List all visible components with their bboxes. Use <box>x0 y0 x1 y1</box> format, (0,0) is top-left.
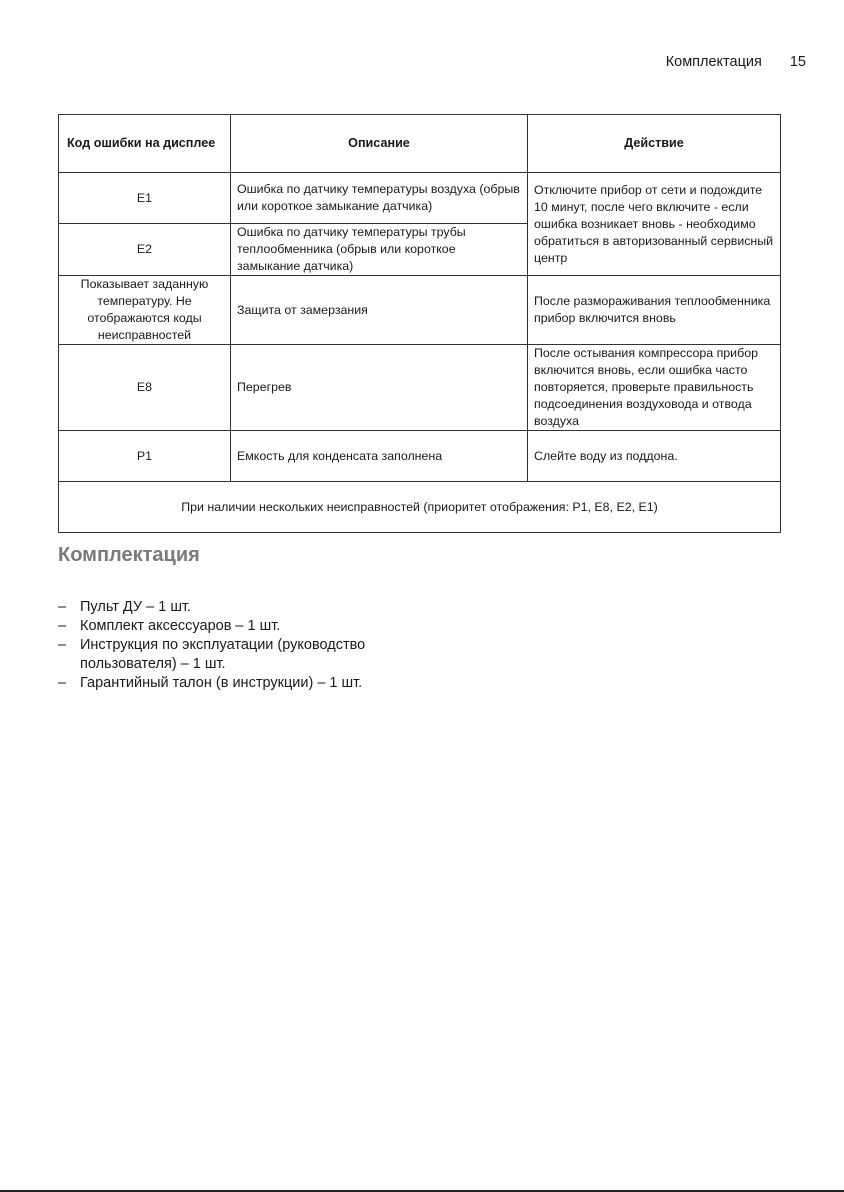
list-item <box>58 674 418 693</box>
cell-code: E1 <box>59 173 231 224</box>
kit-section-title: Комплектация <box>58 544 200 566</box>
column-header-description: Описание <box>231 115 528 173</box>
header-section-title: Комплектация <box>665 54 762 70</box>
cell-description: Перегрев <box>231 345 528 431</box>
cell-action: Отключите прибор от сети и подождите 10 минут, после чего включите - если ошибка возникает вновь - необходимо обратиться в авторизованный сервисный центр <box>528 173 781 276</box>
error-codes-table <box>58 114 781 533</box>
table-row <box>59 345 781 431</box>
cell-code: E2 <box>59 224 231 276</box>
cell-action: После размораживания теплообменника прибор включится вновь <box>528 276 781 345</box>
cell-action: Слейте воду из поддона. <box>528 431 781 482</box>
table-note-row <box>59 482 781 533</box>
table-row <box>59 173 781 224</box>
list-item-text: Пульт ДУ – 1 шт. <box>80 599 192 615</box>
table-note: При наличии нескольких неисправностей (приоритет отображения: P1, E8, E2, E1) <box>59 482 781 533</box>
cell-code: P1 <box>59 431 231 482</box>
cell-description: Ошибка по датчику температуры трубы теплообменника (обрыв или короткое замыкание датчика) <box>231 224 528 276</box>
column-header-code: Код ошибки на дисплее <box>59 115 231 173</box>
list-dash: – <box>58 675 67 691</box>
cell-action: После остывания компрессора прибор включится вновь, если ошибка часто повторяется, проверьте правильность подсоединения воздуховода и отвода воздуха <box>528 345 781 431</box>
table-header-row <box>59 115 781 173</box>
cell-description: Ошибка по датчику температуры воздуха (обрыв или короткое замыкание датчика) <box>231 173 528 224</box>
list-item <box>58 598 418 617</box>
running-header <box>666 54 806 70</box>
list-dash: – <box>58 618 67 634</box>
cell-description: Емкость для конденсата заполнена <box>231 431 528 482</box>
list-dash: – <box>58 599 67 615</box>
list-item-text: Гарантийный талон (в инструкции) – 1 шт. <box>80 675 363 691</box>
page-number: 15 <box>789 54 806 70</box>
list-item-text: Инструкция по эксплуатации (руководство пользователя) – 1 шт. <box>80 637 366 672</box>
cell-code: E8 <box>59 345 231 431</box>
list-item <box>58 617 418 636</box>
list-dash: – <box>58 637 67 653</box>
kit-list <box>58 598 418 693</box>
list-item <box>58 636 418 674</box>
list-item-text: Комплект аксессуаров – 1 шт. <box>80 618 281 634</box>
column-header-action: Действие <box>528 115 781 173</box>
cell-code: Показывает заданную температуру. Не отображаются коды неисправностей <box>59 276 231 345</box>
table-row <box>59 276 781 345</box>
table-row <box>59 431 781 482</box>
cell-description: Защита от замерзания <box>231 276 528 345</box>
